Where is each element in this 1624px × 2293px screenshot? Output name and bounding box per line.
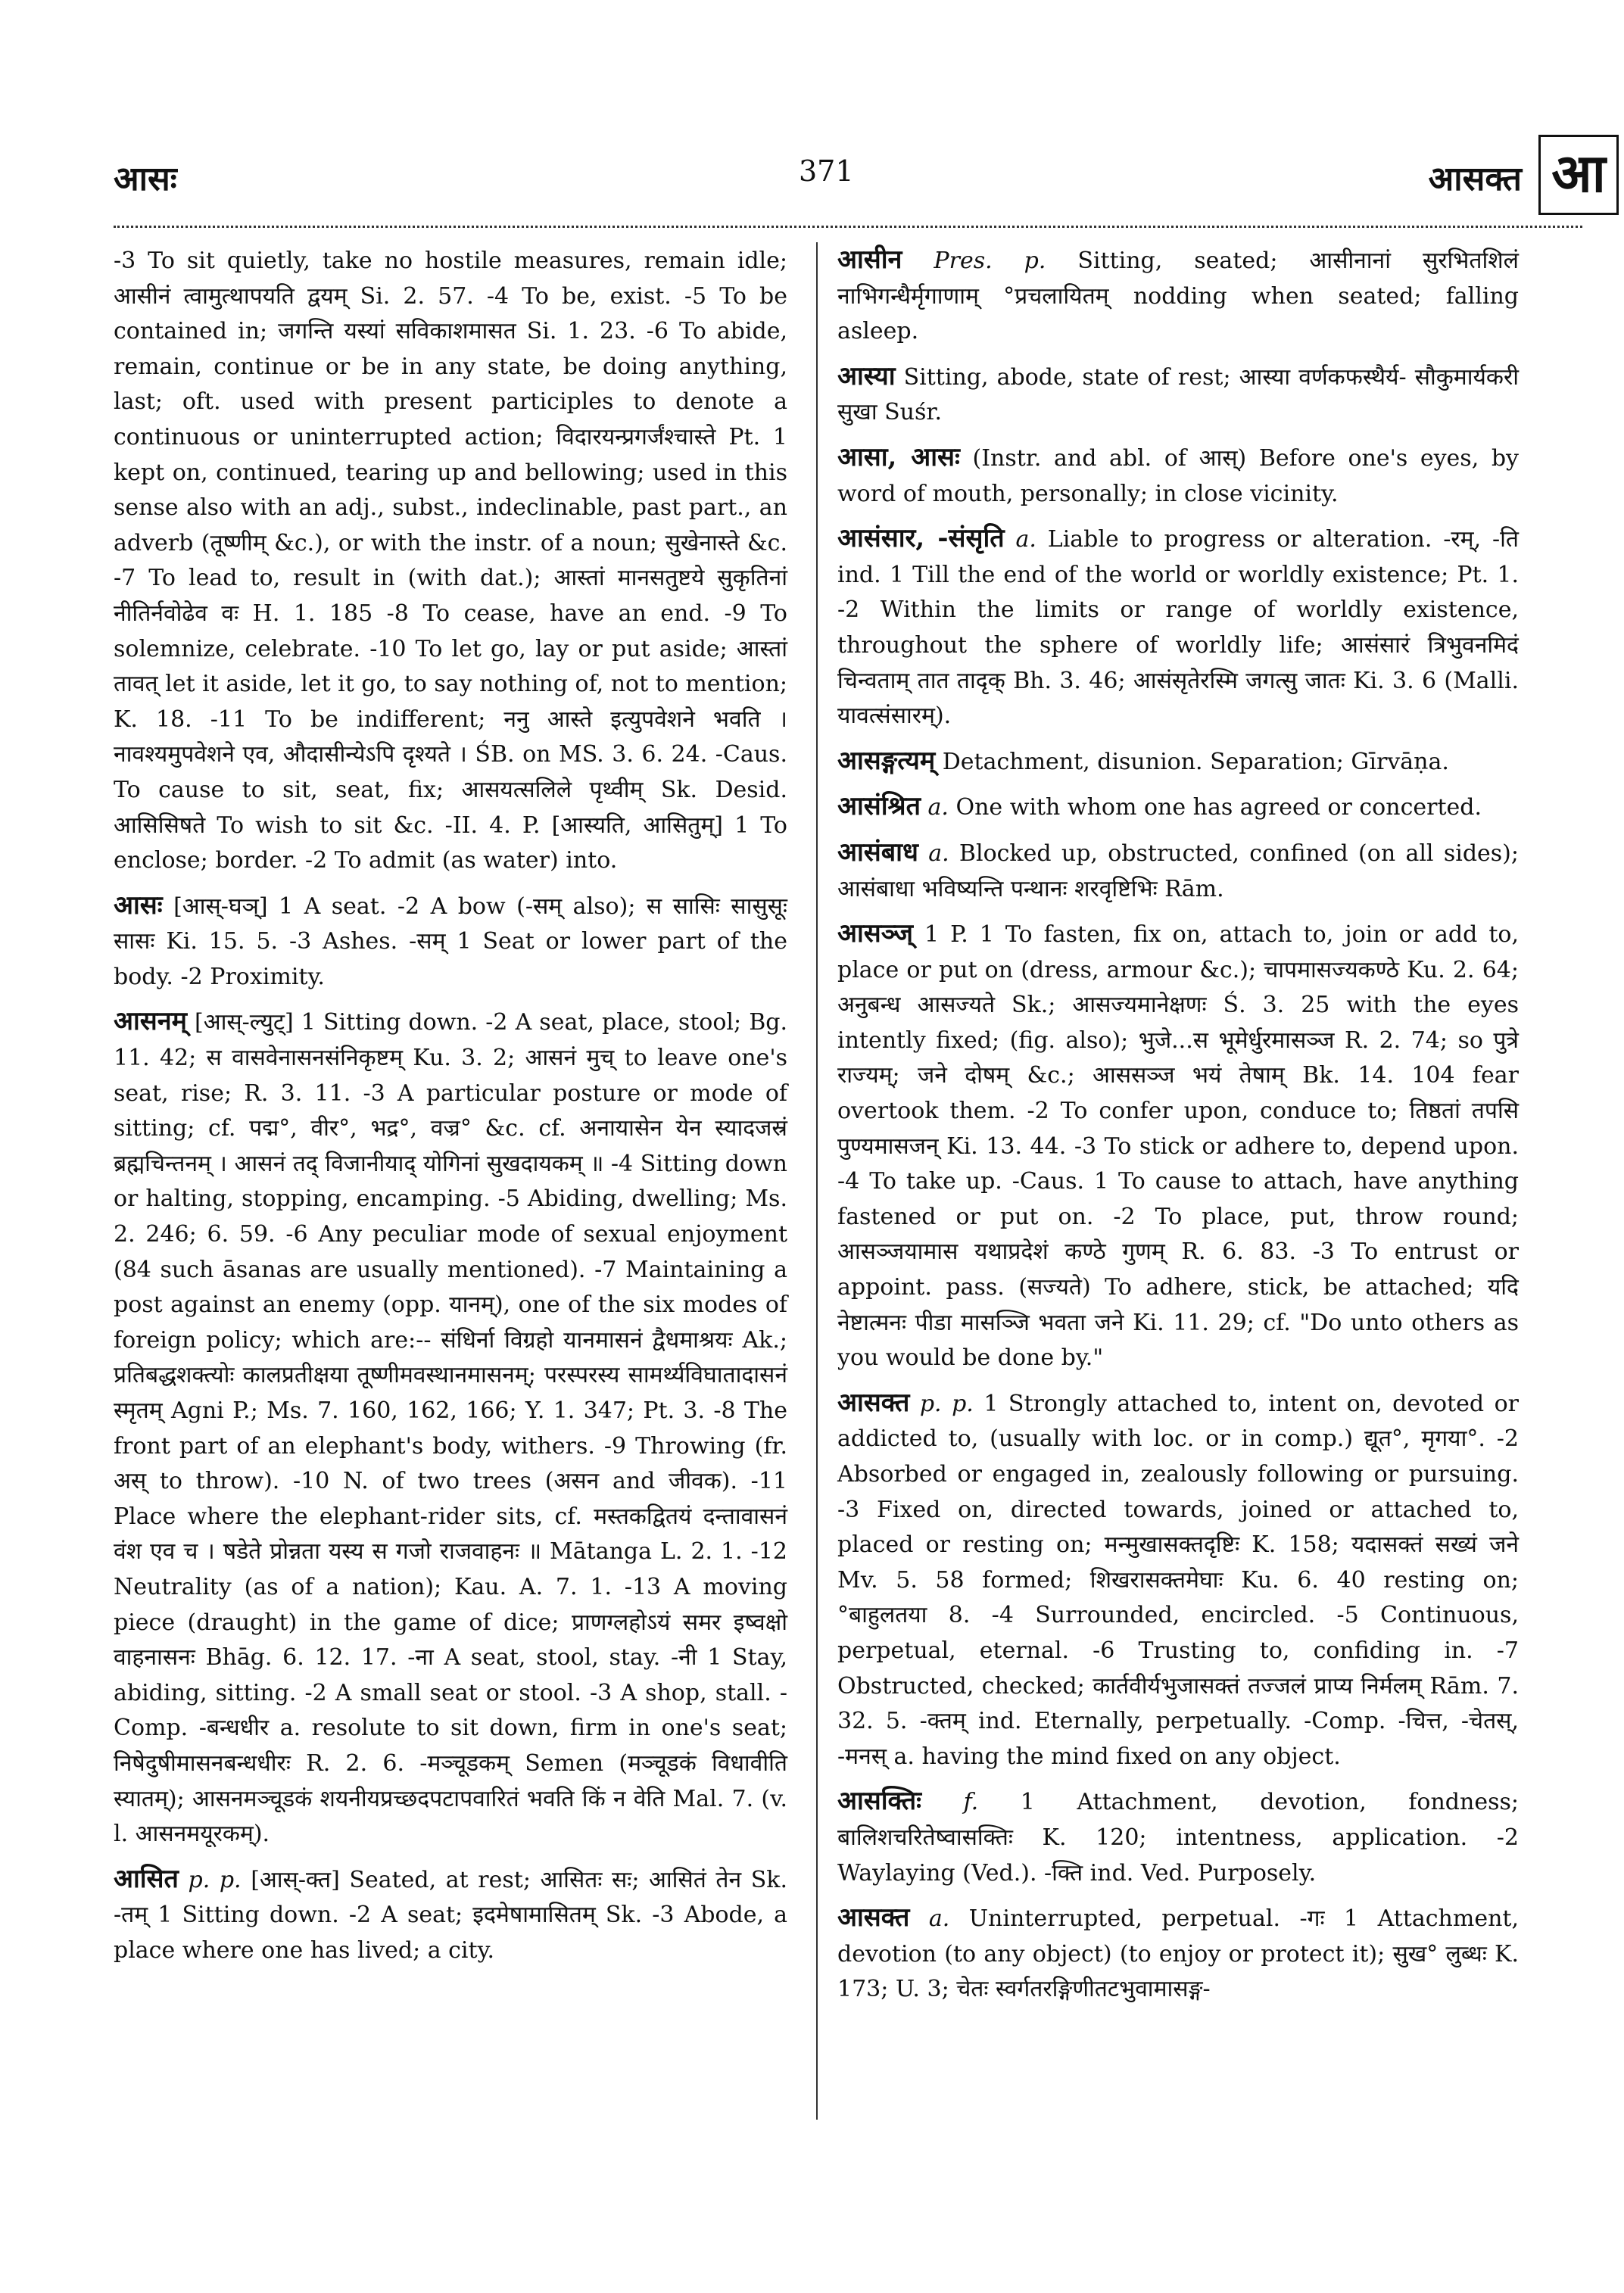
entry-grammar: a.	[928, 840, 949, 867]
right-column	[837, 242, 1519, 2017]
dictionary-entry	[837, 359, 1519, 431]
entry-lemma: आस्या	[837, 360, 896, 391]
dictionary-entry	[114, 242, 787, 879]
entry-text: One with whom one has agreed or concerted.	[955, 794, 1482, 821]
thumb-index-letter: आ	[1538, 135, 1619, 215]
entry-text: Sitting, abode, state of rest; आस्या वर्णकफस्थैर्य- सौकुमार्यकरी सुखा Suśr.	[837, 363, 1519, 426]
entry-grammar: f.	[963, 1789, 979, 1816]
entry-text: (Instr. and abl. of आस्) Before one's eyes, by word of mouth, personally; in close vicinity.	[837, 444, 1519, 507]
left-column	[114, 242, 787, 1978]
entry-text: 1 Strongly attached to, intent on, devoted or addicted to, (usually with loc. or in comp.) द्यूत°, मृगया°. -2 Absorbed or engaged in, zealously following or pursuing. -3 Fixed on, directed towards, joined or attached to, placed or resting on; मन्मुखासक्तदृष्टिः K. 158; यदासक्तं सख्यं जने Mv. 5. 58 formed; शिखरासक्तमेघाः Ku. 6. 40 resting on; °बाहुलतया 8. -4 Surrounded, encircled. -5 Continuous, perpetual, eternal. -6 Trusting to, confiding in. -7 Obstructed, checked; कार्तवीर्यभुजासक्तं तज्जलं प्राप्य निर्मलम् Rām. 7. 32. 5. -क्तम् ind. Eternally, perpetually. -Comp. -चित्त, -चेतस्, -मनस् a. having the mind fixed on any object.	[837, 1390, 1519, 1770]
dictionary-entry	[837, 835, 1519, 907]
entry-grammar: a.	[927, 794, 949, 821]
entry-grammar: a.	[1015, 526, 1036, 553]
dictionary-entry	[837, 440, 1519, 512]
right-guide-word: आसक्त	[1428, 160, 1522, 198]
dictionary-entry	[837, 1784, 1519, 1891]
left-guide-word: आसः	[114, 160, 177, 198]
entry-grammar: p. p.	[919, 1390, 974, 1417]
entry-lemma: आसित	[114, 1863, 179, 1894]
dictionary-entry	[837, 1900, 1519, 2008]
entry-text: Liable to progress or alteration. -रम्, -ति ind. 1 Till the end of the world or worldly existence; Pt. 1. -2 Within the limits or range of worldly existence, throughout the sphere of worldly life; आसंसारं त्रिभुवनमिदं चिन्वताम् तात तादृक् Bh. 3. 46; आसंसृतेरस्मि जगत्सु जातः Ki. 3. 6 (Malli. यावत्संसारम्).	[837, 526, 1519, 730]
entry-lemma: आसक्तिः	[837, 1786, 922, 1817]
entry-text: Uninterrupted, perpetual. -गः 1 Attachment, devotion (to any object) (to enjoy or protect it); सुख° लुब्धः K. 173; U. 3; चेतः स्वर्गतरङ्गिणीतटभुवामासङ्ग-	[837, 1905, 1519, 2003]
entry-lemma: आसक्त	[837, 1902, 910, 1933]
page-number: 371	[799, 154, 854, 188]
entry-text: [आस्-क्त] Seated, at rest; आसितः सः; आसितं तेन Sk. -तम् 1 Sitting down. -2 A seat; इदमेषामासितम् Sk. -3 Abode, a place where one has lived; a city.	[114, 1866, 787, 1964]
column-separator	[816, 242, 818, 2120]
entry-lemma: आसञ्ज्	[837, 918, 913, 949]
entry-text: -3 To sit quietly, take no hostile measures, remain idle; आसीनं त्वामुत्थापयति द्वयम् Si. 2. 57. -4 To be, exist. -5 To be contained in; जगन्ति यस्यां सविकाशमासत Si. 1. 23. -6 To abide, remain, continue or be in any state, be doing anything, last; oft. used with present participles to denote a continuous or uninterrupted action; विदारयन्प्रगर्जंश्चास्ते Pt. 1 kept on, continued, tearing up and bellowing; used in this sense also with an adj., subst., indeclinable, past part., an adverb (तूष्णीम् &c.), or with the instr. of a noun; सुखेनास्ते &c. -7 To lead to, result in (with dat.); आस्तां मानसतुष्टये सुकृतिनां नीतिर्नवोढेव वः H. 1. 185 -8 To cease, have an end. -9 To solemnize, celebrate. -10 To let go, lay or put aside; आस्तां तावत् let it aside, let it go, to say nothing of, not to mention; K. 18. -11 To be indifferent; ननु आस्ते इत्युपवेशने भवति । नावश्यमुपवेशने एव, औदासीन्येऽपि दृश्यते । ŚB. on MS. 3. 6. 24. -Caus. To cause to sit, seat, fix; आसयत्सलिले पृथ्वीम् Sk. Desid. आसिसिषते To wish to sit &c. -II. 4. P. [आस्यति, आसितुम्] 1 To enclose; border. -2 To admit (as water) into.	[114, 248, 787, 874]
dictionary-entry	[837, 916, 1519, 1376]
entry-grammar: Pres. p.	[934, 248, 1046, 274]
entry-lemma: आसीन	[837, 245, 902, 275]
dictionary-entry	[837, 789, 1519, 826]
dictionary-entry	[837, 743, 1519, 780]
entry-text: [आस्-ल्युट्] 1 Sitting down. -2 A seat, place, stool; Bg. 11. 42; स वासवेनासनसंनिकृष्टम् Ku. 3. 2; आसनं मुच् to leave one's seat, rise; R. 3. 11. -3 A particular posture or mode of sitting; cf. पद्म°, वीर°, भद्र°, वज्र° &c. cf. अनायासेन येन स्यादजस्रं ब्रह्मचिन्तनम् । आसनं तद् विजानीयाद् योगिनां सुखदायकम् ॥ -4 Sitting down or halting, stopping, encamping. -5 Abiding, dwelling; Ms. 2. 246; 6. 59. -6 Any peculiar mode of sexual enjoyment (84 such āsanas are usually mentioned). -7 Maintaining a post against an enemy (opp. यानम्), one of the six modes of foreign policy; which are:-- संधिर्ना विग्रहो यानमासनं द्वैधमाश्रयः Ak.; प्रतिबद्धशक्त्योः कालप्रतीक्षया तूष्णीमवस्थानमासनम्; परस्परस्य सामर्थ्यविघातादासनं स्मृतम् Agni P.; Ms. 7. 160, 162, 166; Y. 1. 347; Pt. 3. -8 The front part of an elephant's body, withers. -9 Throwing (fr. अस् to throw). -10 N. of two trees (असन and जीवक). -11 Place where the elephant-rider sits, cf. मस्तकद्वितयं दन्तावासनं वंश एव च । षडेते प्रोन्नता यस्य स गजो राजवाहनः ॥ Mātanga L. 2. 1. -12 Neutrality (as of a nation); Kau. A. 7. 1. -13 A moving piece (draught) in the game of dice; प्राणग्लहोऽयं समर इष्वक्षो वाहनासनः Bhāg. 6. 12. 17. -ना A seat, stool, stay. -नी 1 Stay, abiding, sitting. -2 A small seat or stool. -3 A shop, stall. -Comp. -बन्धधीर a. resolute to sit down, firm in one's seat; निषेदुषीमासनबन्धधीरः R. 2. 6. -मञ्चूडकम् Semen (मञ्चूडकं विधावीति स्यातम्); आसनमञ्चूडकं शयनीयप्रच्छदपटापवारितं भवति किं न वेति Mal. 7. (v. l. आसनमयूरकम्).	[114, 1009, 787, 1848]
entry-grammar: p. p.	[188, 1866, 242, 1893]
dictionary-entry	[837, 1385, 1519, 1775]
entry-lemma: आसा, आसः	[837, 441, 960, 472]
dictionary-entry	[114, 1862, 787, 1969]
entry-lemma: आसङ्गत्यम्	[837, 745, 936, 776]
entry-text: 1 P. 1 To fasten, fix on, attach to, join or add to, place or put on (dress, armour &c.); चापमासज्यकण्ठे Ku. 2. 64; अनुबन्ध आसज्यते Sk.; आसज्यमानेक्षणः Ś. 3. 25 with the eyes intently fixed; (fig. also); भुजे...स भूमेर्धुरमासञ्ज R. 2. 74; so पुत्रे राज्यम्; जने दोषम् &c.; आससञ्ज भयं तेषाम् Bk. 14. 104 fear overtook them. -2 To confer upon, conduce to; तिष्ठतां तपसि पुण्यमासजन् Ki. 13. 44. -3 To stick or adhere to, depend upon. -4 To take up. -Caus. 1 To cause to attach, have anything fastened or put on. -2 To place, put, throw round; आसञ्जयामास यथाप्रदेशं कण्ठे गुणम् R. 6. 83. -3 To entrust or appoint. pass. (सज्यते) To adhere, stick, be attached; यदि नेष्टात्मनः पीडा मासञ्जि भवता जने Ki. 11. 29; cf. "Do unto others as you would be done by."	[837, 921, 1519, 1372]
entry-lemma: आसः	[114, 889, 163, 921]
entry-text: Sitting, seated; आसीनानां सुरभितशिलं नाभिगन्धैर्मृगाणाम् °प्रचलायितम् nodding when seated; falling asleep.	[837, 248, 1519, 345]
entry-text: Blocked up, obstructed, confined (on all sides); आसंबाधा भविष्यन्ति पन्थानः शरवृष्टिभिः Rām.	[837, 840, 1519, 902]
dictionary-entry	[114, 888, 787, 995]
entry-lemma: आसंबाध	[837, 837, 918, 868]
dictionary-entry	[114, 1004, 787, 1852]
dictionary-entry	[837, 521, 1519, 734]
page-header	[114, 148, 1522, 209]
entry-text: 1 Attachment, devotion, fondness; बालिशचरितेष्वासक्तिः K. 120; intentness, application. -2 Waylaying (Ved.). -क्ति ind. Ved. Purposely.	[837, 1789, 1519, 1886]
entry-text: [आस्-घञ्] 1 A seat. -2 A bow (-सम् also); स सासिः सासुसूः सासः Ki. 15. 5. -3 Ashes. -सम् 1 Seat or lower part of the body. -2 Proximity.	[114, 893, 787, 990]
entry-lemma: आसंश्रित	[837, 791, 921, 822]
entry-lemma: आसनम्	[114, 1006, 187, 1037]
entry-text: Detachment, disunion. Separation; Gīrvāṇa.	[942, 748, 1449, 775]
entry-lemma: आसक्त	[837, 1387, 910, 1418]
header-rule	[114, 226, 1582, 228]
dictionary-entry	[837, 242, 1519, 350]
entry-grammar: a.	[928, 1905, 950, 1933]
entry-lemma: आसंसार, -संसृति	[837, 523, 1005, 554]
